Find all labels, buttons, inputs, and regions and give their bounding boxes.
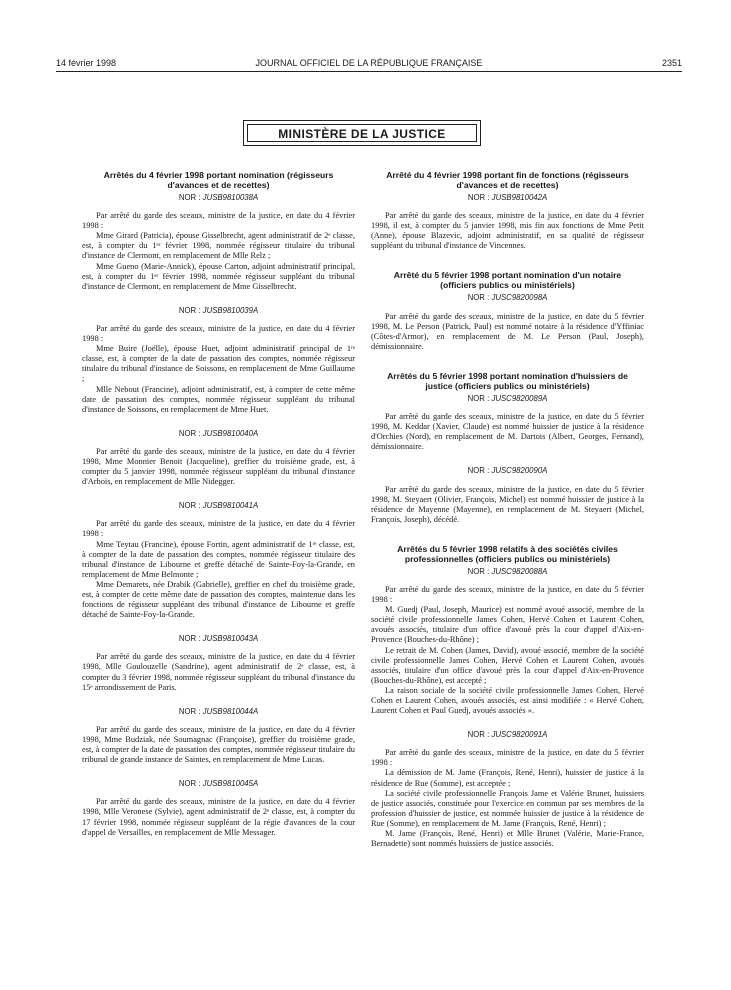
- paragraph: Mlle Nebout (Francine), adjoint administratif, est, à compter de cette même date de passation des comptes, nommée régisseur suppléant du tribunal d'instance de Soissons, en remplacement de Mme Huet.: [82, 384, 355, 414]
- nor-reference: [371, 466, 644, 476]
- paragraph: Mme Girard (Patricia), épouse Gisselbrecht, agent administratif de 2ᵉ classe, est, à compter du 1ᵉʳ février 1998, nommée régisseur titulaire du tribunal d'instance de Clermont, en remplacement de Mlle Relz ;: [82, 231, 355, 261]
- nor-reference: [82, 429, 355, 439]
- paragraph: Par arrêté du garde des sceaux, ministre de la justice, en date du 4 février 1998 :: [82, 323, 355, 344]
- right-column: [371, 170, 644, 849]
- paragraph: Par arrêté du garde des sceaux, ministre de la justice, en date du 4 février 1998 :: [82, 519, 355, 539]
- nor-label: NOR :: [467, 730, 490, 740]
- paragraph: Par arrêté du garde des sceaux, ministre de la justice, en date du 5 février 1998 :: [371, 584, 644, 605]
- paragraph: Par arrêté du garde des sceaux, ministre de la justice, en date du 4 février 1998, Mme Budziak, née Soumagnac (Françoise), greffier du troisième grade, est, à compter de la date de passation des comptes, nommée régisseur titulaire du tribunal de grande instance de Saintes, en remplacement de Mme Lucas.: [82, 724, 355, 765]
- nor-label: NOR :: [178, 634, 201, 644]
- paragraph: La société civile professionnelle François Jame et Valérie Brunet, huissiers de justice associés, constituée pour l'exercice en commun par ses membres de la profession d'huissier de justice, est nommée huissier de justice à la résidence de Rue (Somme), en remplacement de M. Jame (François, René, Henri) ;: [371, 788, 644, 828]
- article: [82, 707, 355, 765]
- ministry-box: [243, 120, 481, 146]
- article-title: Arrêté du 4 février 1998 portant fin de fonctions (régisseurs d'avances et de recettes): [386, 170, 629, 190]
- nor-code: JUSC9820089A: [491, 393, 548, 403]
- article: [371, 730, 644, 849]
- paragraph: Par arrêté du garde des sceaux, ministre de la justice, en date du 5 février 1998, M. Keddar (Xavier, Claude) est nommé huissier de justice à la résidence d'Orchies (Nord), en remplacement de M. Dartois (Albert, Georges, Fernand), démissionnaire.: [371, 412, 644, 452]
- header-page-number: 2351: [661, 58, 682, 68]
- nor-code: JUSB9810045A: [202, 779, 259, 789]
- article: [371, 544, 644, 716]
- nor-code: JUSB9810042A: [491, 193, 548, 202]
- nor-code: JUSB9810039A: [202, 305, 259, 315]
- nor-label: NOR :: [178, 706, 201, 716]
- nor-reference: [82, 634, 355, 644]
- paragraph: Par arrêté du garde des sceaux, ministre de la justice, en date du 5 février 1998, M. Le Person (Patrick, Paul) est nommé notaire à la résidence d'Yffiniac (Côtes-d'Armor), en remplacement de M. Le Person (Paul, Joseph), démissionnaire.: [371, 311, 644, 351]
- nor-reference: [371, 730, 644, 740]
- left-column: [82, 170, 355, 838]
- nor-code: JUSC9820088A: [491, 566, 548, 576]
- nor-reference: [82, 501, 355, 511]
- header-journal-title: JOURNAL OFFICIEL DE LA RÉPUBLIQUE FRANÇAISE: [255, 58, 483, 68]
- nor-code: JUSB9810040A: [202, 428, 259, 438]
- article: [371, 270, 644, 351]
- nor-reference: [371, 394, 644, 404]
- article: [371, 371, 644, 452]
- nor-code: JUSC9820091A: [491, 730, 548, 740]
- paragraph: La démission de M. Jame (François, René, Henri), huissier de justice à la résidence de Rue (Somme), est acceptée ;: [371, 768, 644, 788]
- header-date: 14 février 1998: [56, 58, 117, 68]
- article: [82, 779, 355, 837]
- article-title: Arrêtés du 4 février 1998 portant nomination (régisseurs d'avances et de recettes): [103, 170, 334, 190]
- paragraph: Par arrêté du garde des sceaux, ministre de la justice, en date du 4 février 1998, il est, à compter du 5 janvier 1998, mis fin aux fonctions de Mme Petit (Anne), épouse Blazevic, adjoint administratif, en sa qualité de régisseur suppléant du tribunal d'instance de Vincennes.: [371, 211, 644, 251]
- nor-reference: [82, 193, 355, 203]
- article: [82, 306, 355, 415]
- article: [82, 170, 355, 292]
- article-title: Arrêté du 5 février 1998 portant nomination d'un notaire (officiers publics ou ministériels): [393, 270, 622, 291]
- nor-label: NOR :: [178, 428, 201, 438]
- paragraph: Le retrait de M. Cohen (James, David), avoué associé, membre de la société civile professionnelle James Cohen, Hervé Cohen et Laurent Cohen, avoués associés, titulaire d'un office d'avoué près la cour d'appel d'Aix-en-Provence (Bouches-du-Rhône), est accepté ;: [371, 645, 644, 685]
- nor-label: NOR :: [178, 193, 201, 202]
- article: [82, 501, 355, 620]
- paragraph: Mme Gueno (Marie-Annick), épouse Carton, adjoint administratif principal, est, à compter du 1ᵉʳ février 1998, nommée régisseur suppléant du tribunal d'instance de Clermont, en remplacement de Mme Gisselbrecht.: [82, 261, 355, 291]
- nor-label: NOR :: [178, 501, 201, 511]
- paragraph: Par arrêté du garde des sceaux, ministre de la justice, en date du 4 février 1998, Mme Monnier Benoit (Jacqueline), greffier du troisième grade, est, à compter du 5 janvier 1998, nommée régisseur suppléant du tribunal d'instance d'Arbois, en remplacement de Mlle Nidegger.: [82, 446, 355, 487]
- nor-reference: [82, 306, 355, 316]
- nor-label: NOR :: [467, 466, 490, 476]
- paragraph: Mme Demarets, née Drabik (Gabrielle), greffier en chef du troisième grade, est, à compter de cette même date de passation des comptes, maintenue dans les fonctions de régisseur suppléant des tribunal d'instance de Libourne et greffe détaché de Sainte-Foy-la-Grande.: [82, 579, 355, 620]
- nor-reference: [371, 293, 644, 303]
- article-title: Arrêtés du 5 février 1998 portant nomination d'huissiers de justice (officiers publics ou ministériels): [387, 370, 628, 391]
- paragraph: Par arrêté du garde des sceaux, ministre de la justice, en date du 4 février 1998 :: [82, 211, 355, 231]
- paragraph: M. Guedj (Paul, Joseph, Maurice) est nommé avoué associé, membre de la société civile professionnelle James Cohen, Hervé Cohen et Laurent Cohen, avoués associés, titulaire d'un office d'avoué près la cour d'appel d'Aix-en-Provence (Bouches-du-Rhône) ;: [371, 605, 644, 645]
- paragraph: Par arrêté du garde des sceaux, ministre de la justice, en date du 4 février 1998, Mlle Veronese (Sylvie), agent administratif de 2ᵉ classe, est, à compter du 17 février 1998, nommée régisseur suppléant de la régie d'avances de la cour d'appel de Versailles, en remplacement de Mlle Messager.: [82, 797, 355, 837]
- nor-code: JUSB9810041A: [202, 501, 259, 511]
- article-title: Arrêtés du 5 février 1998 relatifs à des sociétés civiles professionnelles (officiers publics ou ministériels): [397, 543, 618, 564]
- nor-reference: [82, 707, 355, 717]
- nor-code: JUSB9810038A: [202, 193, 259, 202]
- nor-label: NOR :: [178, 305, 201, 315]
- article: [82, 634, 355, 692]
- nor-reference: [82, 779, 355, 789]
- paragraph: Par arrêté du garde des sceaux, ministre de la justice, en date du 5 février 1998 :: [371, 748, 644, 768]
- article: [371, 170, 644, 251]
- header-rule: [56, 71, 682, 72]
- nor-code: JUSB9810044A: [202, 706, 259, 716]
- paragraph: Mme Buire (Joëlle), épouse Huet, adjoint administratif principal de 1ʳᵉ classe, est, à compter de la date de passation des comptes, nommée régisseur titulaire du tribunal d'instance de Soissons, en remplacement de Mme Guillaume ;: [82, 344, 355, 384]
- nor-label: NOR :: [467, 293, 490, 303]
- paragraph: M. Jame (François, René, Henri) et Mlle Brunet (Valérie, Marie-France, Bernadette) sont nommés huissiers de justice associés.: [371, 829, 644, 849]
- nor-code: JUSC9820090A: [491, 466, 548, 476]
- paragraph: Mme Teytau (Francine), épouse Fortin, agent administratif de 1ʳᵉ classe, est, à compter de la date de passation des comptes, nommée régisseur titulaire des tribunal d'instance de Libourne et greffe détaché de Sainte-Foy-la-Grande, en remplacement de Mme Belmonte ;: [82, 539, 355, 579]
- article: [371, 466, 644, 524]
- nor-label: NOR :: [467, 193, 490, 202]
- ministry-title: MINISTÈRE DE LA JUSTICE: [247, 124, 477, 142]
- nor-label: NOR :: [467, 566, 490, 576]
- nor-reference: [371, 567, 644, 577]
- nor-reference: [371, 193, 644, 203]
- nor-code: JUSB9810043A: [202, 634, 259, 644]
- nor-code: JUSC9820098A: [491, 293, 548, 303]
- nor-label: NOR :: [178, 779, 201, 789]
- running-header: [56, 56, 682, 70]
- article: [82, 429, 355, 487]
- nor-label: NOR :: [467, 393, 490, 403]
- paragraph: Par arrêté du garde des sceaux, ministre de la justice, en date du 4 février 1998, Mlle Goulouzelle (Sandrine), agent administratif de 2ᵉ classe, est, à compter du 3 février 1998, nommée régisseur suppléant du tribunal d'instance du 15ᵉ arrondissement de Paris.: [82, 652, 355, 692]
- paragraph: La raison sociale de la société civile professionnelle James Cohen, Hervé Cohen et Laurent Cohen, avoués associés, est ainsi modifiée : « Hervé Cohen, Laurent Cohen et Paul Guedj, avoués associés ».: [371, 685, 644, 716]
- paragraph: Par arrêté du garde des sceaux, ministre de la justice, en date du 5 février 1998, M. Steyaert (Olivier, François, Michel) est nommé huissier de justice à la résidence de Mayenne (Mayenne), en remplacement de M. Steyaert (Michel, François, Joseph), décédé.: [371, 484, 644, 524]
